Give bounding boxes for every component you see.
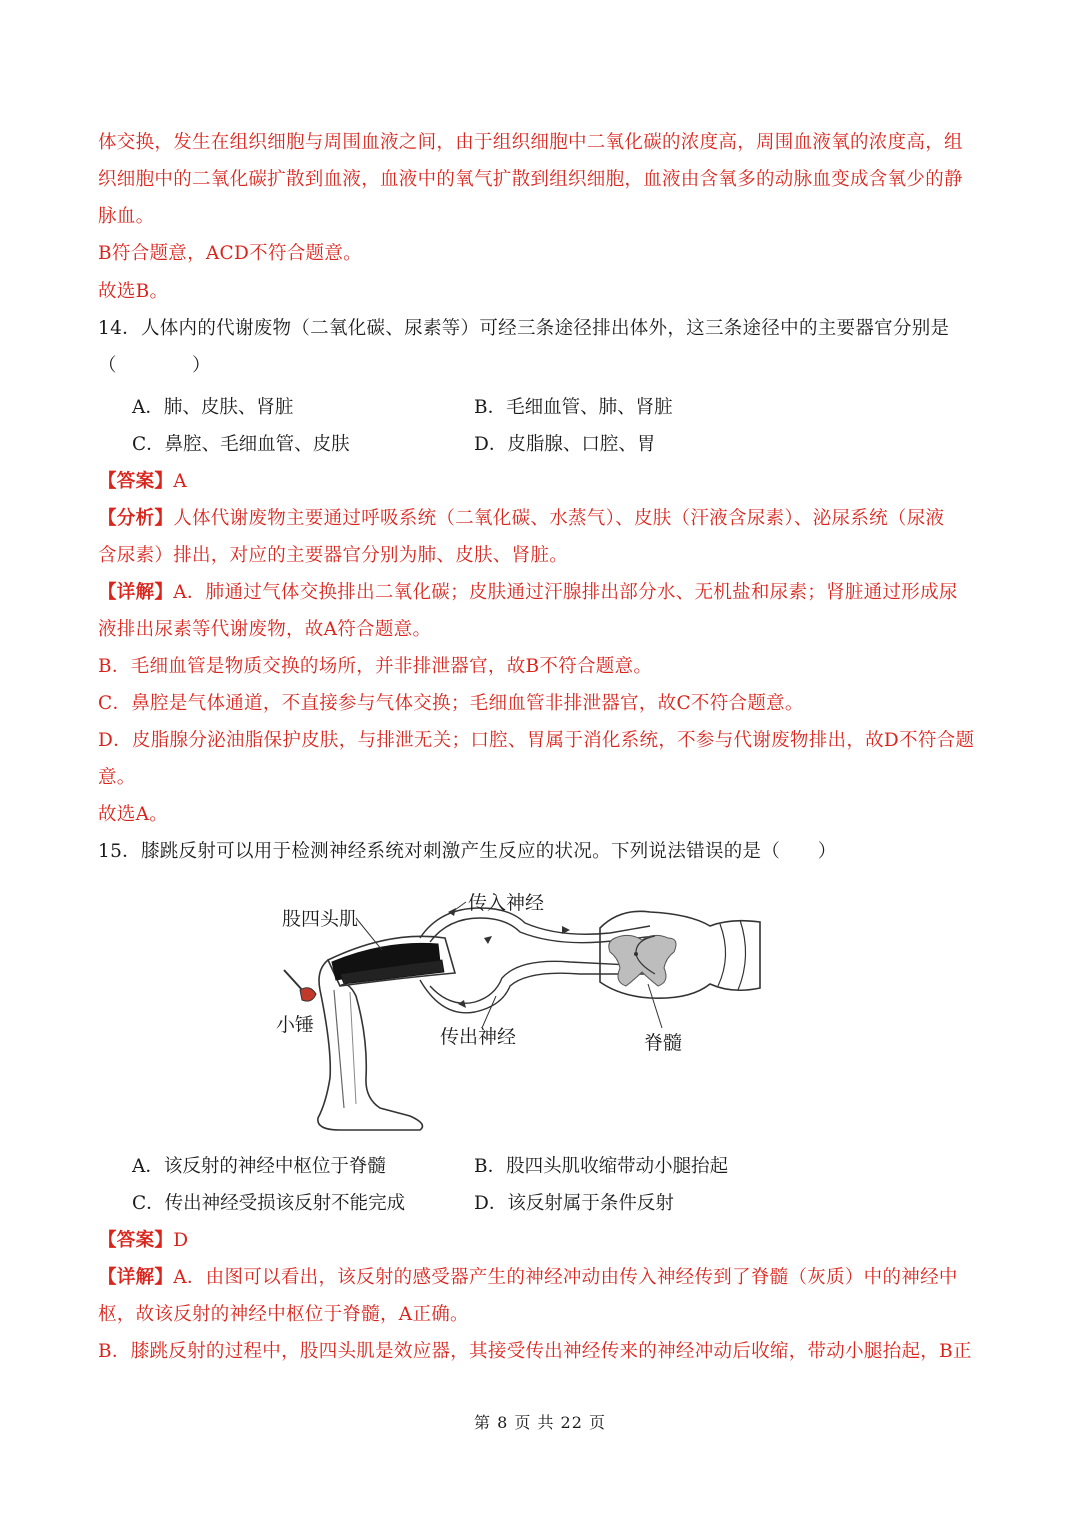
explanation-line: 织细胞中的二氧化碳扩散到血液，血液中的氧气扩散到组织细胞，血液由含氧多的动脉血变成含氧少的静 <box>98 169 963 190</box>
q15-option-a: A．该反射的神经中枢位于脊髓 <box>132 1156 386 1177</box>
label-efferent-nerve: 传出神经 <box>440 1026 517 1048</box>
lower-leg-outline <box>318 960 423 1130</box>
q15-option-b: B．股四头肌收缩带动小腿抬起 <box>474 1156 729 1177</box>
detail-tag: 【详解】 <box>98 1267 174 1288</box>
q15-detail-b: B．膝跳反射的过程中，股四头肌是效应器，其接受传出神经传来的神经冲动后收缩，带动小腿抬起，B正 <box>98 1341 972 1362</box>
question-15-stem: 15．膝跳反射可以用于检测神经系统对刺激产生反应的状况。下列说法错误的是（ ） <box>98 841 837 862</box>
q15-option-c: C．传出神经受损该反射不能完成 <box>132 1193 406 1214</box>
knee-jerk-reflex-figure <box>270 878 770 1140</box>
analysis-tag: 【分析】 <box>98 508 174 529</box>
hammer-handle <box>284 970 304 992</box>
q14-detail-b: B．毛细血管是物质交换的场所，并非排泄器官，故B不符合题意。 <box>98 656 653 677</box>
q15-answer <box>98 1229 188 1253</box>
q14-option-d: D．皮脂腺、口腔、胃 <box>474 434 656 455</box>
question-14-stem: 14．人体内的代谢废物（二氧化碳、尿素等）可经三条途径排出体外，这三条途径中的主要器官分别是 <box>98 318 950 339</box>
page-footer: 第 8 页 共 22 页 <box>474 1413 606 1432</box>
explanation-line: 脉血。 <box>98 206 155 227</box>
hammer-head <box>300 988 316 1001</box>
nerve-arrow <box>484 936 492 944</box>
shin-bone <box>334 990 344 1108</box>
q14-detail-cont: 液排出尿素等代谢废物，故A符合题意。 <box>98 619 432 640</box>
q14-detail-d-cont: 意。 <box>98 767 136 788</box>
gray-matter <box>609 935 676 986</box>
answer-value: A <box>173 471 187 492</box>
analysis-text: 人体代谢废物主要通过呼吸系统（二氧化碳、水蒸气）、皮肤（汗液含尿素）、泌尿系统（尿液 <box>173 508 945 529</box>
q15-detail <box>98 1266 958 1290</box>
detail-text: A．由图可以看出，该反射的感受器产生的神经冲动由传入神经传到了脊髓（灰质）中的神经中 <box>173 1267 958 1288</box>
explanation-line: 体交换，发生在组织细胞与周围血液之间，由于组织细胞中二氧化碳的浓度高，周围血液氧的浓度高，组 <box>98 132 963 153</box>
q14-option-c: C．鼻腔、毛细血管、皮肤 <box>132 434 350 455</box>
answer-value: D <box>173 1230 189 1251</box>
detail-tag: 【详解】 <box>98 582 174 603</box>
answer-tag: 【答案】 <box>98 1230 174 1251</box>
q14-conclusion: 故选A。 <box>98 804 169 825</box>
leader-line <box>356 918 382 950</box>
q15-detail-cont: 枢，故该反射的神经中枢位于脊髓，A正确。 <box>98 1304 469 1325</box>
label-quadriceps: 股四头肌 <box>282 908 359 930</box>
q15-option-d: D．该反射属于条件反射 <box>474 1193 674 1214</box>
question-14-blank: （ ） <box>98 355 211 376</box>
q14-detail-c: C．鼻腔是气体通道，不直接参与气体交换；毛细血管非排泄器官，故C不符合题意。 <box>98 693 804 714</box>
label-spinal-cord: 脊髓 <box>644 1032 683 1054</box>
efferent-nerve-path <box>430 961 650 1003</box>
spinal-segment-line <box>738 920 746 990</box>
nerve-arrow <box>458 1000 466 1008</box>
label-hammer: 小锤 <box>276 1014 315 1036</box>
synapse-dot <box>634 952 638 956</box>
spinal-segment-line <box>718 924 726 986</box>
q14-option-a: A．肺、皮肤、肾脏 <box>132 397 294 418</box>
leader-line <box>648 984 662 1028</box>
q14-answer <box>98 470 187 494</box>
conclusion-line: 故选B。 <box>98 281 169 302</box>
explanation-line: B符合题意，ACD不符合题意。 <box>98 243 362 264</box>
q14-option-b: B．毛细血管、肺、肾脏 <box>474 397 673 418</box>
detail-text: A．肺通过气体交换排出二氧化碳；皮肤通过汗腺排出部分水、无机盐和尿素；肾脏通过形成尿 <box>173 582 958 603</box>
q14-analysis-cont: 含尿素）排出，对应的主要器官分别为肺、皮肤、肾脏。 <box>98 545 569 566</box>
answer-tag: 【答案】 <box>98 471 174 492</box>
label-afferent-nerve: 传入神经 <box>468 892 545 914</box>
fibula-bone <box>350 992 356 1104</box>
q14-analysis <box>98 507 944 531</box>
q14-detail <box>98 581 958 605</box>
q14-detail-d: D．皮脂腺分泌油脂保护皮肤，与排泄无关；口腔、胃属于消化系统，不参与代谢废物排出，故D不符合题 <box>98 730 975 751</box>
